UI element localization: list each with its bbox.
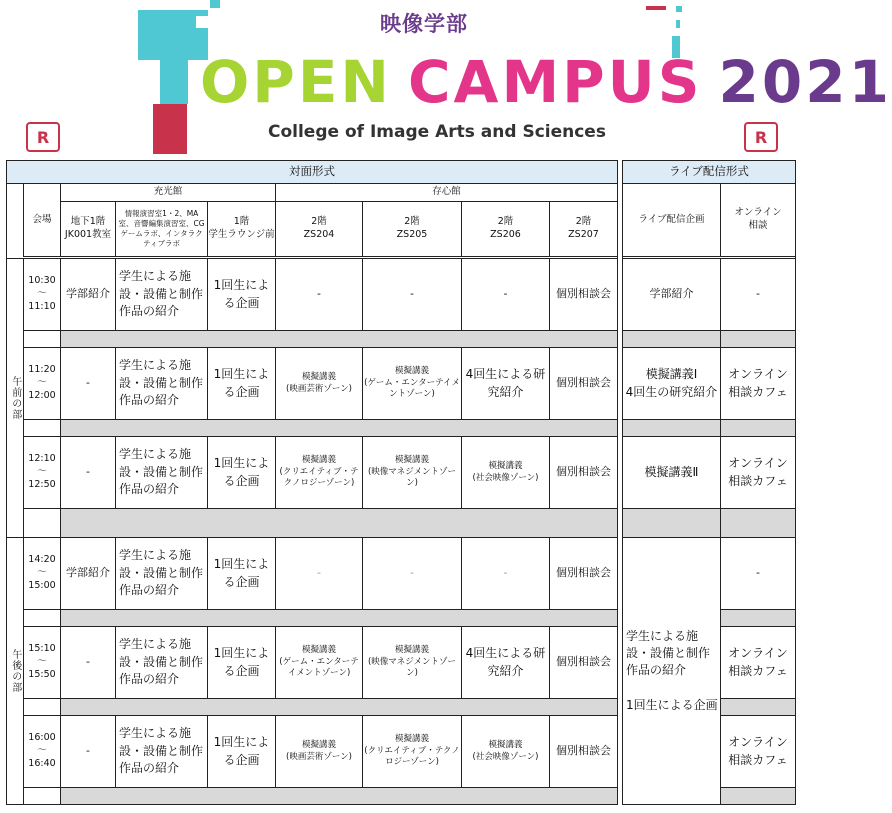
cell: オンライン 相談カフェ <box>721 716 796 788</box>
table-row <box>7 348 618 420</box>
cell: 学生による施設・設備と制作作品の紹介 <box>116 716 208 788</box>
title-campus: CAMPUS <box>407 48 703 116</box>
cell: 模擬講義 (社会映像ゾーン) <box>462 716 550 788</box>
cell: - <box>61 627 116 699</box>
table-row <box>7 259 618 331</box>
cell: 模擬講義 (クリエイティブ・テクノロジーゾーン) <box>363 716 462 788</box>
cell: 4回生による研究紹介 <box>462 627 550 699</box>
cell: オンライン 相談カフェ <box>721 627 796 699</box>
table-row <box>623 437 796 509</box>
logo-right-icon: R <box>744 122 778 152</box>
time-slot: 14:20 ～ 15:00 <box>24 538 61 610</box>
cell: 模擬講義 (クリエイティブ・テクノロジーゾーン) <box>276 437 363 509</box>
cell: 模擬講義 (社会映像ゾーン) <box>462 437 550 509</box>
cell: - <box>363 538 462 610</box>
cell: 1回生による企画 <box>208 538 276 610</box>
col-jk001: 地下1階 JK001教室 <box>61 202 116 257</box>
cell: 個別相談会 <box>550 348 618 420</box>
table-row <box>7 538 618 610</box>
in-person-title: 対面形式 <box>7 161 618 184</box>
time-slot: 15:10 ～ 15:50 <box>24 627 61 699</box>
cell: 1回生による企画 <box>208 627 276 699</box>
time-slot: 10:30 ～ 11:10 <box>24 259 61 331</box>
cell: - <box>462 538 550 610</box>
live-stream-schedule-table <box>622 160 796 805</box>
cell: 学生による施設・設備と制作作品の紹介 <box>116 437 208 509</box>
live-stream-title: ライブ配信形式 <box>623 161 796 184</box>
cell: 模擬講義Ⅰ 4回生の研究紹介 <box>623 348 721 420</box>
cell: オンライン 相談カフェ <box>721 437 796 509</box>
title-year: 2021 <box>718 48 892 116</box>
cell: - <box>721 259 796 331</box>
table-row <box>623 348 796 420</box>
cell: 学生による施設・設備と制作作品の紹介 <box>116 627 208 699</box>
cell: - <box>61 716 116 788</box>
cell: - <box>363 259 462 331</box>
cell: 4回生による研究紹介 <box>462 348 550 420</box>
col-online-consult: オンライン 相談 <box>721 184 796 257</box>
cell: オンライン 相談カフェ <box>721 348 796 420</box>
cell: - <box>462 259 550 331</box>
cell: - <box>276 538 363 610</box>
col-zs204: 2階 ZS204 <box>276 202 363 257</box>
cell: 1回生による企画 <box>208 348 276 420</box>
cell: 学部紹介 <box>61 259 116 331</box>
cell: - <box>721 538 796 610</box>
open-campus-title <box>200 50 892 114</box>
cell: 模擬講義 (ゲーム・エンターテイメントゾーン) <box>276 627 363 699</box>
cell: 個別相談会 <box>550 538 618 610</box>
cell: 1回生による企画 <box>208 716 276 788</box>
college-name: College of Image Arts and Sciences <box>268 122 606 142</box>
time-slot: 16:00 ～ 16:40 <box>24 716 61 788</box>
table-row <box>623 259 796 331</box>
building-jukokan: 充光館 <box>61 184 276 202</box>
cell: 模擬講義Ⅱ <box>623 437 721 509</box>
table-row <box>623 538 796 610</box>
cell: 模擬講義 (映画芸術ゾーン) <box>276 348 363 420</box>
cell: 個別相談会 <box>550 437 618 509</box>
cell: 個別相談会 <box>550 627 618 699</box>
cell: 1回生による企画 <box>208 437 276 509</box>
building-zonshinkan: 存心館 <box>276 184 618 202</box>
cell: 模擬講義 (映像マネジメントゾーン) <box>363 627 462 699</box>
col-live-program: ライブ配信企画 <box>623 184 721 257</box>
logo-left-icon: R <box>26 122 60 152</box>
col-zs207: 2階 ZS207 <box>550 202 618 257</box>
cell: 1回生による企画 <box>208 259 276 331</box>
table-row <box>7 627 618 699</box>
am-label: 午前の部 <box>7 259 24 538</box>
cell: 模擬講義 (映像マネジメントゾーン) <box>363 437 462 509</box>
cell: 個別相談会 <box>550 259 618 331</box>
cell: 個別相談会 <box>550 716 618 788</box>
in-person-schedule-table <box>6 160 618 805</box>
cell: 学生による施設・設備と制作作品の紹介 <box>116 348 208 420</box>
cell: - <box>61 348 116 420</box>
cell: - <box>276 259 363 331</box>
cell: - <box>61 437 116 509</box>
header-banner <box>0 0 892 156</box>
title-open: OPEN <box>200 48 392 116</box>
time-slot: 11:20 ～ 12:00 <box>24 348 61 420</box>
cell: 模擬講義 (ゲーム・エンターテイメントゾーン) <box>363 348 462 420</box>
cell: 学部紹介 <box>623 259 721 331</box>
cell: 模擬講義 (映画芸術ゾーン) <box>276 716 363 788</box>
col-lounge: 1階 学生ラウンジ前 <box>208 202 276 257</box>
cell: 学生による施設・設備と制作作品の紹介 <box>116 538 208 610</box>
table-row <box>7 437 618 509</box>
cell: 学生による施設・設備と制作作品の紹介 <box>116 259 208 331</box>
col-labs: 情報演習室1・2、MA室、音響編集演習室、CGゲームラボ、インタラクティブラボ <box>116 202 208 257</box>
col-zs206: 2階 ZS206 <box>462 202 550 257</box>
pm-label: 午後の部 <box>7 538 24 805</box>
cell: 学部紹介 <box>61 538 116 610</box>
venue-label: 会場 <box>24 184 61 257</box>
col-zs205: 2階 ZS205 <box>363 202 462 257</box>
time-slot: 12:10 ～ 12:50 <box>24 437 61 509</box>
table-row <box>7 716 618 788</box>
department-title: 映像学部 <box>380 12 468 36</box>
pm-live-program: 学生による施設・設備と制作作品の紹介 1回生による企画 <box>623 538 721 805</box>
